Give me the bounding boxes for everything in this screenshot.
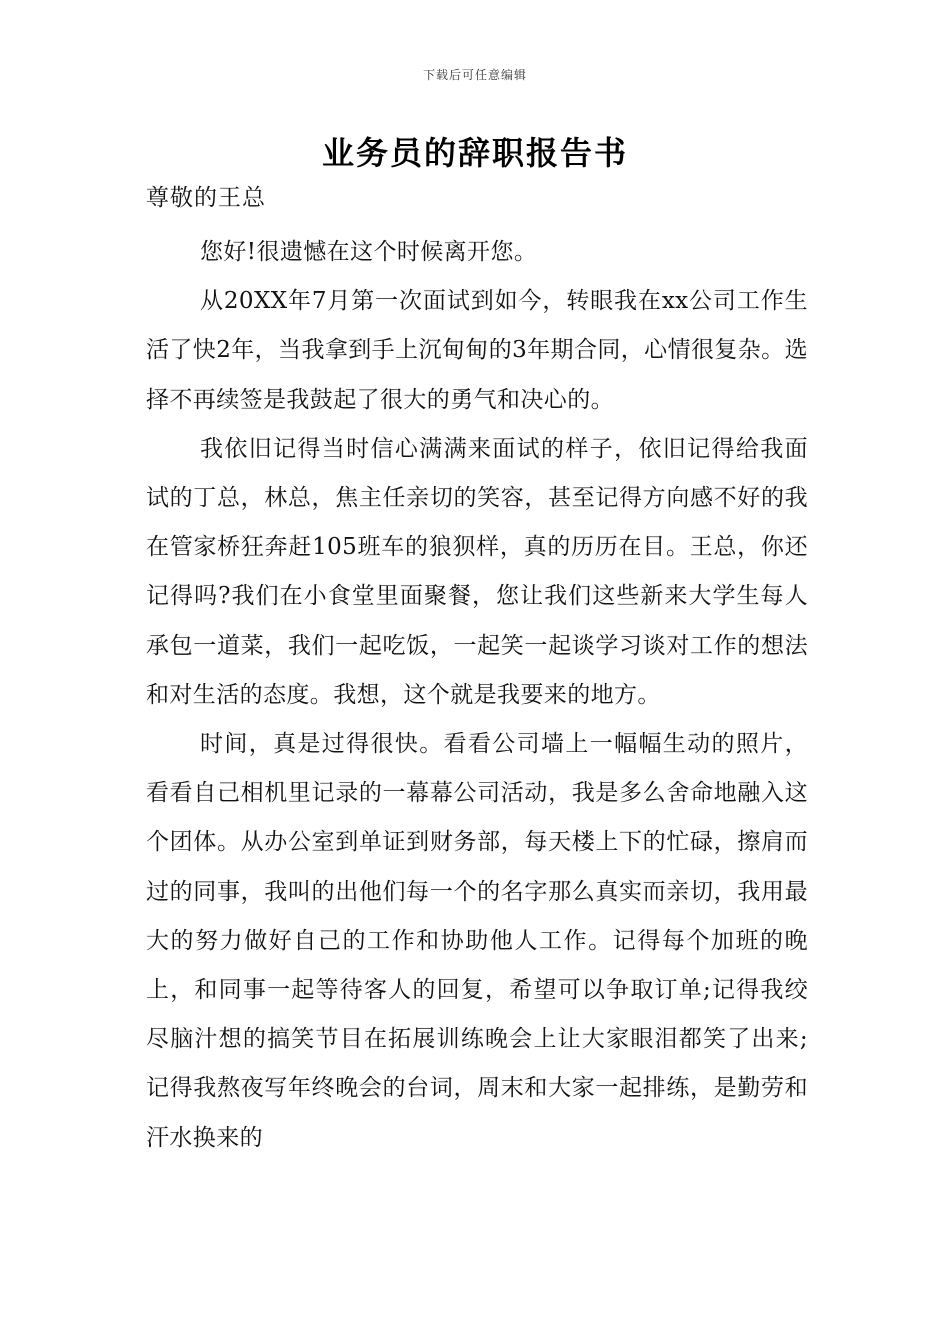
paragraph: 我依旧记得当时信心满满来面试的样子，依旧记得给我面试的丁总，林总，焦主任亲切的笑容，甚至记得方向感不好的我在管家桥狂奔赶105班车的狼狈样，真的历历在目。王总，你还记得吗?我们在小食堂里面聚餐，您让我们这些新来大学生每人承包一道菜，我们一起吃饭，一起笑一起谈学习谈对工作的想法和对生活的态度。我想，这个就是我要来的地方。: [146, 435, 808, 708]
salutation: 尊敬的王总: [146, 185, 266, 211]
paragraph: 从20XX年7月第一次面试到如今，转眼我在xx公司工作生活了快2年，当我拿到手上沉甸甸的3年期合同，心情很复杂。选择不再续签是我鼓起了很大的勇气和决心的。: [146, 288, 808, 413]
header-note: 下载后可任意编辑: [422, 68, 527, 82]
letter-body: [146, 228, 808, 1163]
paragraph: 时间，真是过得很快。看看公司墙上一幅幅生动的照片，看看自己相机里记录的一幕幕公司活动，我是多么舍命地融入这个团体。从办公室到单证到财务部，每天楼上下的忙碌，擦肩而过的同事，我叫的出他们每一个的名字那么真实而亲切，我用最大的努力做好自己的工作和协助他人工作。记得每个加班的晚上，和同事一起等待客人的回复，希望可以争取订单;记得我绞尽脑汁想的搞笑节目在拓展训练晚会上让大家眼泪都笑了出来;记得我熬夜写年终晚会的台词，周末和大家一起排练，是勤劳和汗水换来的: [146, 731, 808, 1151]
document-title: 业务员的辞职报告书: [321, 134, 628, 172]
paragraph: 您好!很遗憾在这个时候离开您。: [200, 239, 538, 265]
